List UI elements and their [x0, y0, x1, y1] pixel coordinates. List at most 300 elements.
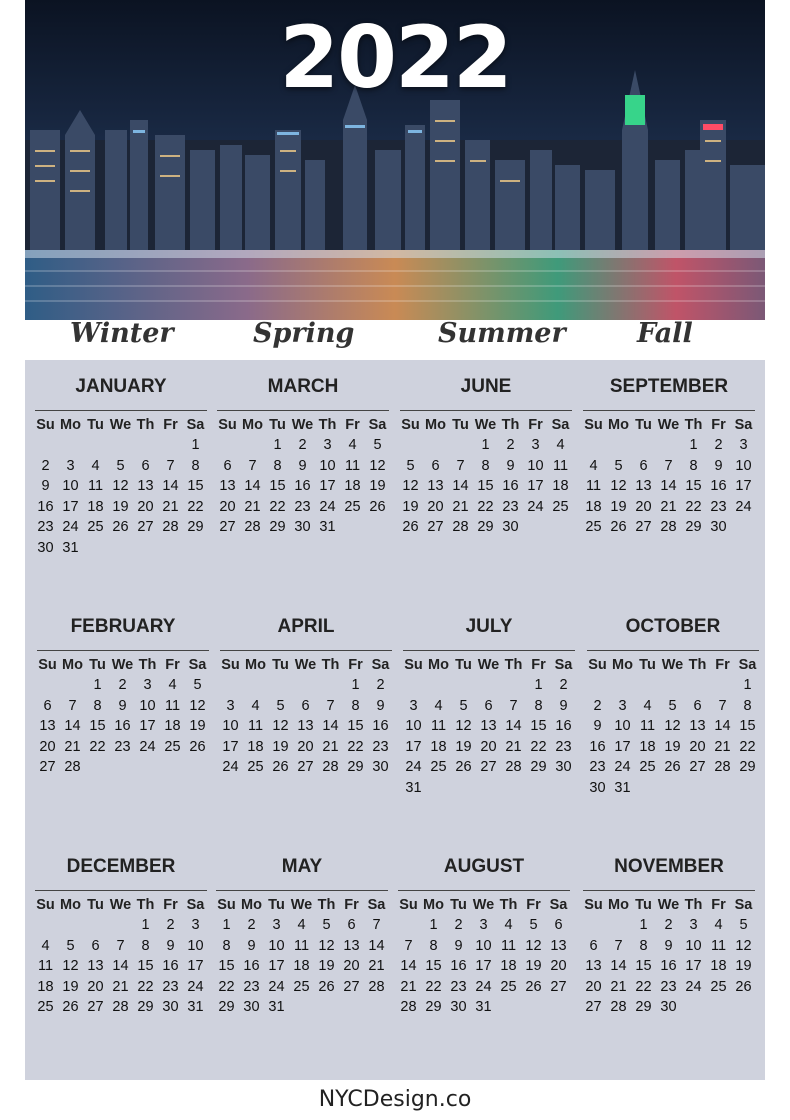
empty-cell	[58, 435, 83, 456]
day-cell: 13	[343, 937, 360, 954]
day-cell: 5	[276, 697, 285, 714]
weekday-label: We	[472, 897, 495, 913]
weekday-label: Su	[218, 417, 237, 433]
day-cell: 20	[297, 738, 314, 755]
weekday-label: Su	[584, 897, 603, 913]
weekday-label: Sa	[188, 657, 207, 673]
weekday-label: Tu	[450, 897, 467, 913]
weekday-header	[33, 895, 209, 915]
month-january	[33, 374, 209, 558]
empty-cell	[448, 435, 473, 456]
day-cell: 6	[484, 697, 493, 714]
day-cell: 23	[589, 759, 606, 775]
month-name: JULY	[465, 616, 513, 637]
day-cell: 11	[247, 718, 264, 734]
day-cell: 2	[593, 697, 602, 714]
day-cell: 29	[739, 759, 756, 775]
day-cell: 11	[500, 937, 517, 954]
day-cell: 2	[166, 917, 175, 933]
day-cell: 20	[635, 498, 652, 515]
day-cell: 7	[248, 457, 257, 474]
empty-cell	[83, 915, 108, 936]
day-cell: 15	[347, 718, 364, 734]
month-october	[585, 614, 761, 798]
weekday-label: Tu	[272, 657, 289, 673]
day-cell: 28	[610, 999, 627, 1015]
weekday-label: Fr	[528, 417, 543, 433]
empty-cell	[426, 675, 451, 696]
weekday-label: We	[661, 657, 684, 673]
day-cell: 14	[714, 718, 731, 734]
day-cell: 18	[430, 738, 447, 755]
day-cell: 29	[685, 519, 702, 535]
day-cell: 24	[685, 978, 702, 995]
day-cell: 7	[718, 697, 727, 714]
day-cell: 27	[39, 759, 56, 775]
day-cell: 23	[243, 978, 260, 995]
day-cell: 19	[610, 498, 627, 515]
day-cell: 30	[372, 759, 389, 775]
day-cell: 8	[141, 937, 150, 954]
day-cell: 27	[219, 519, 236, 535]
day-cell: 26	[455, 759, 472, 775]
day-cell: 4	[41, 937, 50, 954]
weekday-label: Th	[321, 657, 340, 673]
day-cell: 31	[268, 999, 285, 1015]
weekday-header	[35, 655, 211, 675]
day-cell: 12	[735, 937, 752, 954]
weekday-label: Sa	[367, 897, 386, 913]
day-cell: 11	[710, 937, 727, 954]
month-july	[401, 614, 577, 798]
day-cell: 8	[481, 457, 490, 474]
day-cell: 17	[527, 478, 544, 494]
day-cell: 5	[116, 457, 125, 474]
day-cell: 6	[347, 917, 356, 933]
day-cell: 24	[527, 498, 544, 515]
weekday-label: Su	[217, 897, 236, 913]
day-cell: 22	[269, 498, 286, 515]
weekday-label: Fr	[344, 897, 359, 913]
day-cell: 10	[685, 937, 702, 954]
weekday-label: Sa	[734, 897, 753, 913]
weekday-header	[585, 655, 761, 675]
day-cell: 26	[610, 519, 627, 535]
day-cell: 1	[93, 677, 102, 693]
day-cell: 18	[164, 718, 181, 734]
empty-cell	[83, 435, 108, 456]
day-cell: 26	[189, 738, 206, 755]
empty-cell	[33, 435, 58, 456]
day-cell: 20	[219, 498, 236, 515]
day-cell: 19	[272, 738, 289, 755]
day-cell: 10	[405, 718, 422, 734]
weekday-label: Mo	[612, 657, 633, 673]
weekday-label: We	[109, 417, 132, 433]
weekday-label: Tu	[635, 417, 652, 433]
day-cell: 21	[368, 958, 385, 974]
weekday-label: Mo	[608, 417, 629, 433]
day-cell: 30	[710, 519, 727, 535]
day-cell: 7	[68, 697, 77, 714]
day-cell: 20	[585, 978, 602, 995]
day-grid	[398, 435, 574, 538]
weekday-header	[581, 895, 757, 915]
day-cell: 10	[475, 937, 492, 954]
weekday-label: Th	[688, 657, 707, 673]
day-cell: 5	[406, 457, 415, 474]
day-cell: 22	[530, 738, 547, 755]
day-cell: 3	[191, 917, 200, 933]
day-cell: 26	[112, 519, 129, 535]
day-cell: 2	[714, 437, 723, 453]
day-cell: 9	[166, 937, 175, 954]
day-cell: 20	[343, 958, 360, 974]
empty-cell	[240, 435, 265, 456]
month-name: MARCH	[267, 376, 339, 397]
day-cell: 24	[187, 978, 204, 995]
day-cell: 26	[664, 759, 681, 775]
day-cell: 17	[735, 478, 752, 494]
day-cell: 10	[222, 718, 239, 734]
day-cell: 13	[219, 478, 236, 494]
day-cell: 27	[427, 519, 444, 535]
day-cell: 7	[404, 937, 413, 954]
day-grid	[401, 675, 577, 798]
day-cell: 13	[297, 718, 314, 734]
season-summer: Summer	[438, 318, 566, 349]
day-cell: 10	[735, 457, 752, 474]
day-cell: 28	[660, 519, 677, 535]
day-cell: 9	[664, 937, 673, 954]
day-cell: 22	[685, 498, 702, 515]
weekday-label: Mo	[241, 897, 262, 913]
day-cell: 26	[525, 978, 542, 995]
empty-cell	[660, 675, 685, 696]
empty-cell	[133, 435, 158, 456]
day-cell: 3	[226, 697, 235, 714]
day-cell: 17	[62, 498, 79, 515]
empty-cell	[35, 675, 60, 696]
empty-cell	[476, 675, 501, 696]
day-cell: 31	[187, 999, 204, 1015]
day-cell: 12	[112, 478, 129, 494]
day-cell: 13	[689, 718, 706, 734]
day-cell: 25	[430, 759, 447, 775]
day-cell: 14	[244, 478, 261, 494]
day-cell: 5	[459, 697, 468, 714]
day-cell: 14	[400, 958, 417, 974]
day-cell: 21	[714, 738, 731, 755]
day-cell: 23	[710, 498, 727, 515]
day-cell: 9	[376, 697, 385, 714]
day-cell: 15	[739, 718, 756, 734]
day-cell: 1	[743, 677, 752, 693]
day-cell: 16	[450, 958, 467, 974]
day-cell: 15	[635, 958, 652, 974]
day-cell: 12	[525, 937, 542, 954]
day-cell: 20	[137, 498, 154, 515]
day-cell: 11	[37, 958, 54, 974]
day-cell: 12	[402, 478, 419, 494]
weekday-label: Tu	[87, 417, 104, 433]
day-cell: 15	[187, 478, 204, 494]
weekday-label: Th	[504, 657, 523, 673]
weekday-label: Th	[318, 417, 337, 433]
day-cell: 21	[505, 738, 522, 755]
day-cell: 23	[372, 738, 389, 755]
day-cell: 20	[550, 958, 567, 974]
day-cell: 12	[664, 718, 681, 734]
day-cell: 28	[244, 519, 261, 535]
day-cell: 20	[427, 498, 444, 515]
day-cell: 22	[635, 978, 652, 995]
weekday-label: We	[474, 417, 497, 433]
empty-cell	[710, 675, 735, 696]
day-cell: 19	[455, 738, 472, 755]
weekday-label: Sa	[368, 417, 387, 433]
day-cell: 7	[456, 457, 465, 474]
day-cell: 3	[618, 697, 627, 714]
day-cell: 30	[555, 759, 572, 775]
day-cell: 31	[405, 779, 422, 796]
day-cell: 26	[62, 999, 79, 1015]
day-cell: 3	[323, 437, 332, 453]
day-cell: 8	[273, 457, 282, 474]
day-cell: 2	[506, 437, 515, 453]
day-cell: 11	[430, 718, 447, 734]
day-cell: 4	[556, 437, 565, 453]
day-cell: 13	[585, 958, 602, 974]
weekday-label: Sa	[549, 897, 568, 913]
weekday-label: Tu	[639, 657, 656, 673]
day-cell: 13	[427, 478, 444, 494]
divider	[35, 890, 207, 891]
empty-cell	[606, 915, 631, 936]
weekday-label: Sa	[554, 657, 573, 673]
day-cell: 19	[62, 978, 79, 995]
month-february	[35, 614, 211, 778]
empty-cell	[685, 675, 710, 696]
weekday-label: Su	[221, 657, 240, 673]
day-cell: 6	[589, 937, 598, 954]
weekday-header	[581, 415, 757, 435]
day-cell: 25	[344, 498, 361, 515]
day-cell: 7	[614, 937, 623, 954]
day-cell: 8	[534, 697, 543, 714]
day-cell: 11	[164, 697, 181, 714]
day-cell: 27	[480, 759, 497, 775]
divider	[217, 410, 389, 411]
day-cell: 21	[322, 738, 339, 755]
day-cell: 7	[372, 917, 381, 933]
divider	[583, 410, 755, 411]
day-cell: 16	[114, 718, 131, 734]
day-cell: 19	[369, 478, 386, 494]
season-spring: Spring	[253, 318, 355, 349]
day-cell: 14	[368, 937, 385, 954]
empty-cell	[398, 435, 423, 456]
day-cell: 3	[66, 457, 75, 474]
day-cell: 17	[614, 738, 631, 755]
day-cell: 22	[477, 498, 494, 515]
day-cell: 4	[348, 437, 357, 453]
day-cell: 26	[318, 978, 335, 995]
day-cell: 3	[531, 437, 540, 453]
day-cell: 26	[402, 519, 419, 535]
day-cell: 14	[505, 718, 522, 734]
day-cell: 17	[685, 958, 702, 974]
day-cell: 21	[64, 738, 81, 755]
day-cell: 18	[344, 478, 361, 494]
empty-cell	[243, 675, 268, 696]
month-name: MAY	[281, 856, 323, 877]
weekday-label: Tu	[89, 657, 106, 673]
day-cell: 23	[450, 978, 467, 995]
month-name: DECEMBER	[66, 856, 176, 877]
day-cell: 7	[116, 937, 125, 954]
day-cell: 2	[247, 917, 256, 933]
day-cell: 1	[273, 437, 282, 453]
day-cell: 23	[660, 978, 677, 995]
day-cell: 16	[243, 958, 260, 974]
day-cell: 8	[222, 937, 231, 954]
weekday-label: Th	[138, 657, 157, 673]
day-cell: 27	[137, 519, 154, 535]
month-may	[214, 854, 390, 1018]
day-cell: 15	[269, 478, 286, 494]
day-cell: 24	[614, 759, 631, 775]
weekday-label: Th	[317, 897, 336, 913]
empty-cell	[635, 675, 660, 696]
day-cell: 13	[137, 478, 154, 494]
day-cell: 13	[635, 478, 652, 494]
day-cell: 3	[689, 917, 698, 933]
divider	[583, 890, 755, 891]
day-cell: 23	[294, 498, 311, 515]
day-grid	[35, 675, 211, 778]
day-cell: 21	[452, 498, 469, 515]
weekday-label: Su	[588, 657, 607, 673]
day-cell: 3	[409, 697, 418, 714]
day-cell: 30	[243, 999, 260, 1015]
day-cell: 5	[193, 677, 202, 693]
day-cell: 7	[326, 697, 335, 714]
weekday-label: Su	[404, 657, 423, 673]
day-cell: 6	[301, 697, 310, 714]
day-cell: 25	[639, 759, 656, 775]
day-cell: 18	[293, 958, 310, 974]
empty-cell	[58, 915, 83, 936]
day-cell: 9	[298, 457, 307, 474]
day-cell: 12	[455, 718, 472, 734]
day-cell: 5	[322, 917, 331, 933]
day-cell: 19	[402, 498, 419, 515]
weekday-label: We	[290, 897, 313, 913]
day-cell: 17	[139, 718, 156, 734]
divider	[403, 650, 575, 651]
day-cell: 4	[714, 917, 723, 933]
weekday-header	[215, 415, 391, 435]
day-cell: 28	[322, 759, 339, 775]
month-december	[33, 854, 209, 1018]
divider	[37, 650, 209, 651]
empty-cell	[318, 675, 343, 696]
day-cell: 28	[452, 519, 469, 535]
day-cell: 10	[62, 478, 79, 494]
weekday-label: Su	[399, 897, 418, 913]
weekday-label: We	[294, 657, 317, 673]
day-cell: 8	[351, 697, 360, 714]
day-cell: 11	[87, 478, 104, 494]
weekday-label: Fr	[715, 657, 730, 673]
weekday-label: Sa	[371, 657, 390, 673]
day-cell: 4	[251, 697, 260, 714]
day-cell: 27	[87, 999, 104, 1015]
day-cell: 23	[162, 978, 179, 995]
empty-cell	[215, 435, 240, 456]
day-cell: 28	[112, 999, 129, 1015]
day-cell: 28	[162, 519, 179, 535]
day-cell: 8	[689, 457, 698, 474]
weekday-label: Th	[499, 897, 518, 913]
day-cell: 18	[37, 978, 54, 995]
month-name: OCTOBER	[625, 616, 721, 637]
weekday-label: Th	[136, 417, 155, 433]
weekday-label: Tu	[268, 897, 285, 913]
day-cell: 14	[64, 718, 81, 734]
day-grid	[218, 675, 394, 778]
day-cell: 4	[297, 917, 306, 933]
day-cell: 15	[137, 958, 154, 974]
day-cell: 23	[555, 738, 572, 755]
season-fall: Fall	[637, 318, 693, 349]
divider	[400, 410, 572, 411]
weekday-label: Su	[38, 657, 57, 673]
day-grid	[585, 675, 761, 798]
day-cell: 29	[218, 999, 235, 1015]
weekday-label: Fr	[165, 657, 180, 673]
day-cell: 16	[710, 478, 727, 494]
day-cell: 1	[481, 437, 490, 453]
day-cell: 21	[660, 498, 677, 515]
day-cell: 31	[62, 539, 79, 556]
weekday-label: Mo	[62, 657, 83, 673]
day-cell: 21	[162, 498, 179, 515]
day-cell: 21	[244, 498, 261, 515]
month-name: JUNE	[460, 376, 512, 397]
day-cell: 16	[294, 478, 311, 494]
day-cell: 21	[400, 978, 417, 995]
weekday-label: We	[657, 417, 680, 433]
day-cell: 7	[664, 457, 673, 474]
day-cell: 9	[559, 697, 568, 714]
day-cell: 17	[187, 958, 204, 974]
day-cell: 8	[429, 937, 438, 954]
month-november	[581, 854, 757, 1018]
weekday-label: Fr	[711, 897, 726, 913]
day-cell: 4	[504, 917, 513, 933]
day-cell: 7	[509, 697, 518, 714]
day-cell: 18	[500, 958, 517, 974]
day-cell: 22	[425, 978, 442, 995]
day-grid	[33, 915, 209, 1018]
day-cell: 15	[530, 718, 547, 734]
day-cell: 25	[164, 738, 181, 755]
empty-cell	[60, 675, 85, 696]
day-cell: 19	[735, 958, 752, 974]
day-cell: 12	[369, 457, 386, 474]
